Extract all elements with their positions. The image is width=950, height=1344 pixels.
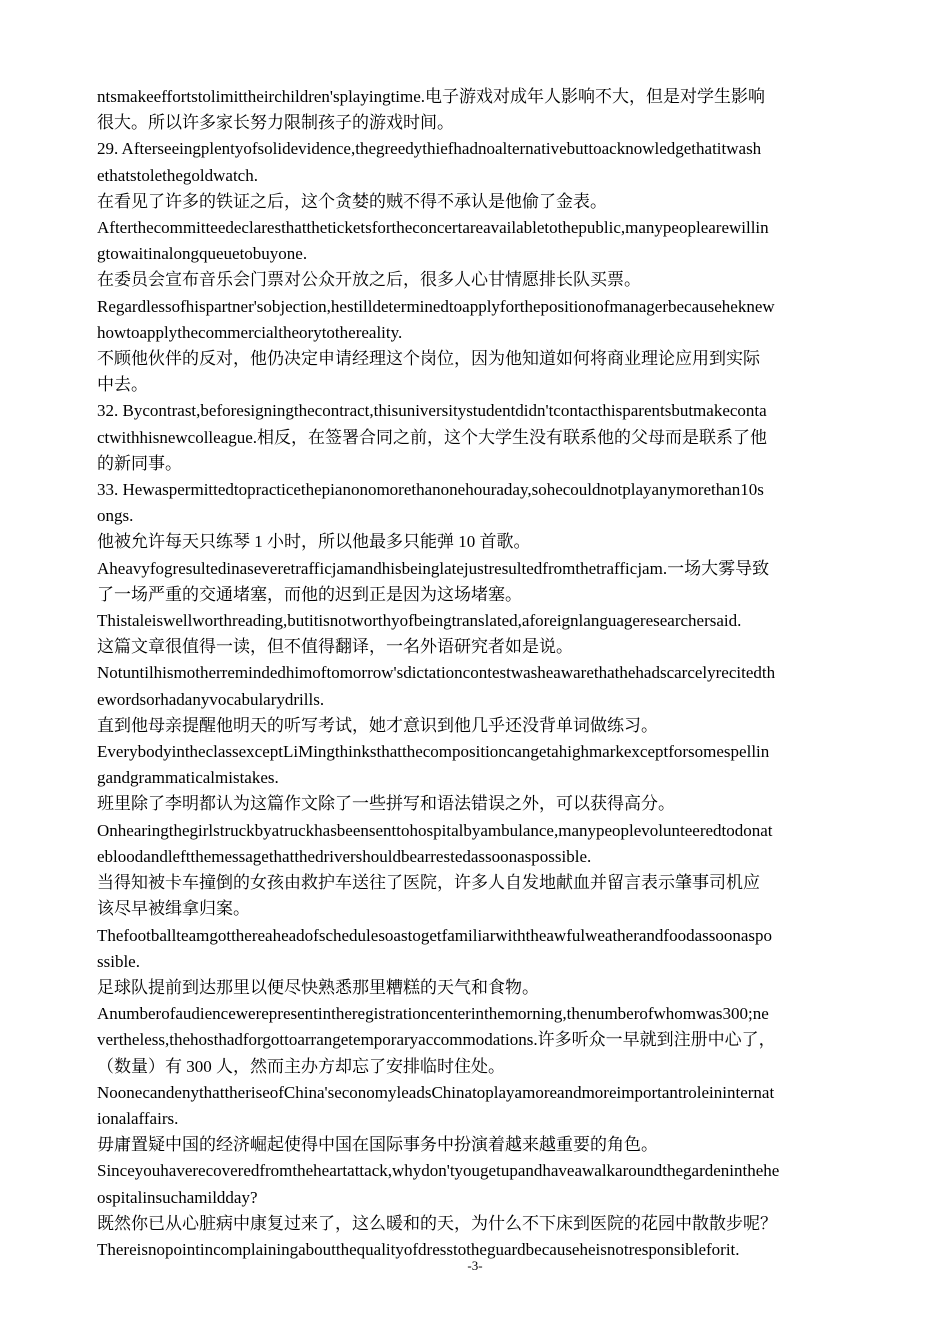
text-line: Thistaleiswellworthreading,butitisnotworthyofbeingtranslated,aforeignlanguageresearchersaid. [97, 611, 742, 631]
text-line: （数量）有 300 人，然而主办方却忘了安排临时住处。 [97, 1056, 505, 1076]
text-line: NoonecandenythattheriseofChina'seconomyleadsChinatoplayamoreandmoreimportantroleininternat [97, 1082, 775, 1102]
text-line: ebloodandleftthemessagethatthedrivershouldbearrestedassoonaspossible. [97, 846, 592, 866]
text-line: 既然你已从心脏病中康复过来了，这么暖和的天，为什么不下床到医院的花园中散散步呢？ [97, 1213, 777, 1233]
text-line: Regardlessofhispartner'sobjection,hestilldeterminedtoapplyforthepositionofmanagerbecauseheknew [97, 296, 775, 316]
text-line: Anumberofaudiencewerepresentintheregistrationcenterinthemorning,thenumberofwhomwas300;ne [97, 1004, 769, 1024]
text-line: Notuntilhismotherremindedhimoftomorrow'sdictationcontestwasheawarethathehadscarcelyrecitedth [97, 663, 776, 683]
text-line: 班里除了李明都认为这篇作文除了一些拼写和语法错误之外，可以获得高分。 [97, 794, 675, 814]
text-line: 他被允许每天只练琴 1 小时，所以他最多只能弹 10 首歌。 [97, 532, 531, 552]
text-line: 足球队提前到达那里以便尽快熟悉那里糟糕的天气和食物。 [97, 977, 539, 997]
text-line: 在看见了许多的铁证之后，这个贪婪的贼不得不承认是他偷了金表。 [97, 191, 607, 211]
text-line: ewordsorhadanyvocabularydrills. [97, 689, 325, 709]
text-line: ctwithhisnewcolleague.相反，在签署合同之前，这个大学生没有联系他的父母而是联系了他 [97, 427, 768, 447]
text-line: ntsmakeeffortstolimittheirchildren'splayingtime.电子游戏对成年人影响不大，但是对学生影响 [97, 87, 766, 106]
text-line: 的新同事。 [97, 453, 182, 473]
text-line: vertheless,thehosthadforgottoarrangetemporaryaccommodations.许多听众一早就到注册中心了， [97, 1030, 776, 1050]
text-line: Aheavyfogresultedinaseveretrafficjamandhisbeinglatejustresultedfromthetrafficjam.一场大雾导致 [97, 558, 770, 578]
text-line: 很大。所以许多家长努力限制孩子的游戏时间。 [97, 113, 454, 133]
text-line: 这篇文章很值得一读，但不值得翻译，一名外语研究者如是说。 [97, 637, 573, 657]
page-number: -3- [467, 1258, 483, 1273]
text-line: 毋庸置疑中国的经济崛起使得中国在国际事务中扮演着越来越重要的角色。 [97, 1135, 658, 1155]
text-line: ssible. [97, 951, 140, 971]
text-line: ongs. [97, 506, 134, 526]
text-line: ethatstolethegoldwatch. [97, 165, 258, 185]
text-line: 直到他母亲提醒他明天的听写考试，她才意识到他几乎还没背单词做练习。 [97, 715, 658, 735]
text-line: EverybodyintheclassexceptLiMingthinksthatthecompositioncangetahighmarkexceptforsomespellin [97, 742, 770, 762]
text-line: gtowaitinalongqueuetobuyone. [97, 244, 308, 264]
document-body [97, 84, 863, 1263]
text-line: 33. Hewaspermittedtopracticethepianonomorethanonehouraday,sohecouldnotplayanymorethan10s [97, 480, 764, 500]
text-line: howtoapplythecommercialtheorytothereality. [97, 322, 403, 342]
text-line: 中去。 [97, 375, 148, 395]
text-line: gandgrammaticalmistakes. [97, 768, 279, 788]
text-line: 当得知被卡车撞倒的女孩由救护车送往了医院，许多人自发地献血并留言表示肇事司机应 [97, 873, 760, 893]
text-line: 32. Bycontrast,beforesigningthecontract,thisuniversitystudentdidn'tcontacthisparentsbutmakeconta [97, 401, 767, 421]
text-line: 不顾他伙伴的反对，他仍决定申请经理这个岗位，因为他知道如何将商业理论应用到实际 [97, 349, 760, 369]
text-line: Thereisnopointincomplainingaboutthequalityofdresstotheguardbecauseheisnotresponsibleforit. [97, 1239, 740, 1259]
text-line: Onhearingthegirlstruckbyatruckhasbeensenttohospitalbyambulance,manypeoplevolunteeredtodonat [97, 820, 773, 840]
text-line: Afterthecommitteedeclaresthattheticketsfortheconcertareavailabletothepublic,manypeoplearewillin [97, 218, 769, 238]
text-line: Thefootballteamgotthereaheadofschedulesoastogetfamiliarwiththeawfulweatherandfoodassoonaspo [97, 925, 773, 945]
text-line: Sinceyouhaverecoveredfromtheheartattack,whydon'tyougetupandhaveawalkaroundthegardeninthehe [97, 1161, 780, 1181]
text-line: 在委员会宣布音乐会门票对公众开放之后，很多人心甘情愿排长队买票。 [97, 270, 641, 290]
text-line: 29. Afterseeingplentyofsolidevidence,thegreedythiefhadnoalternativebuttoacknowledgethatitwash [97, 139, 762, 159]
text-line: ionalaffairs. [97, 1108, 179, 1128]
text-line: 了一场严重的交通堵塞，而他的迟到正是因为这场堵塞。 [97, 584, 522, 604]
text-line: 该尽早被缉拿归案。 [97, 899, 250, 919]
text-line: ospitalinsuchamildday? [97, 1187, 258, 1207]
